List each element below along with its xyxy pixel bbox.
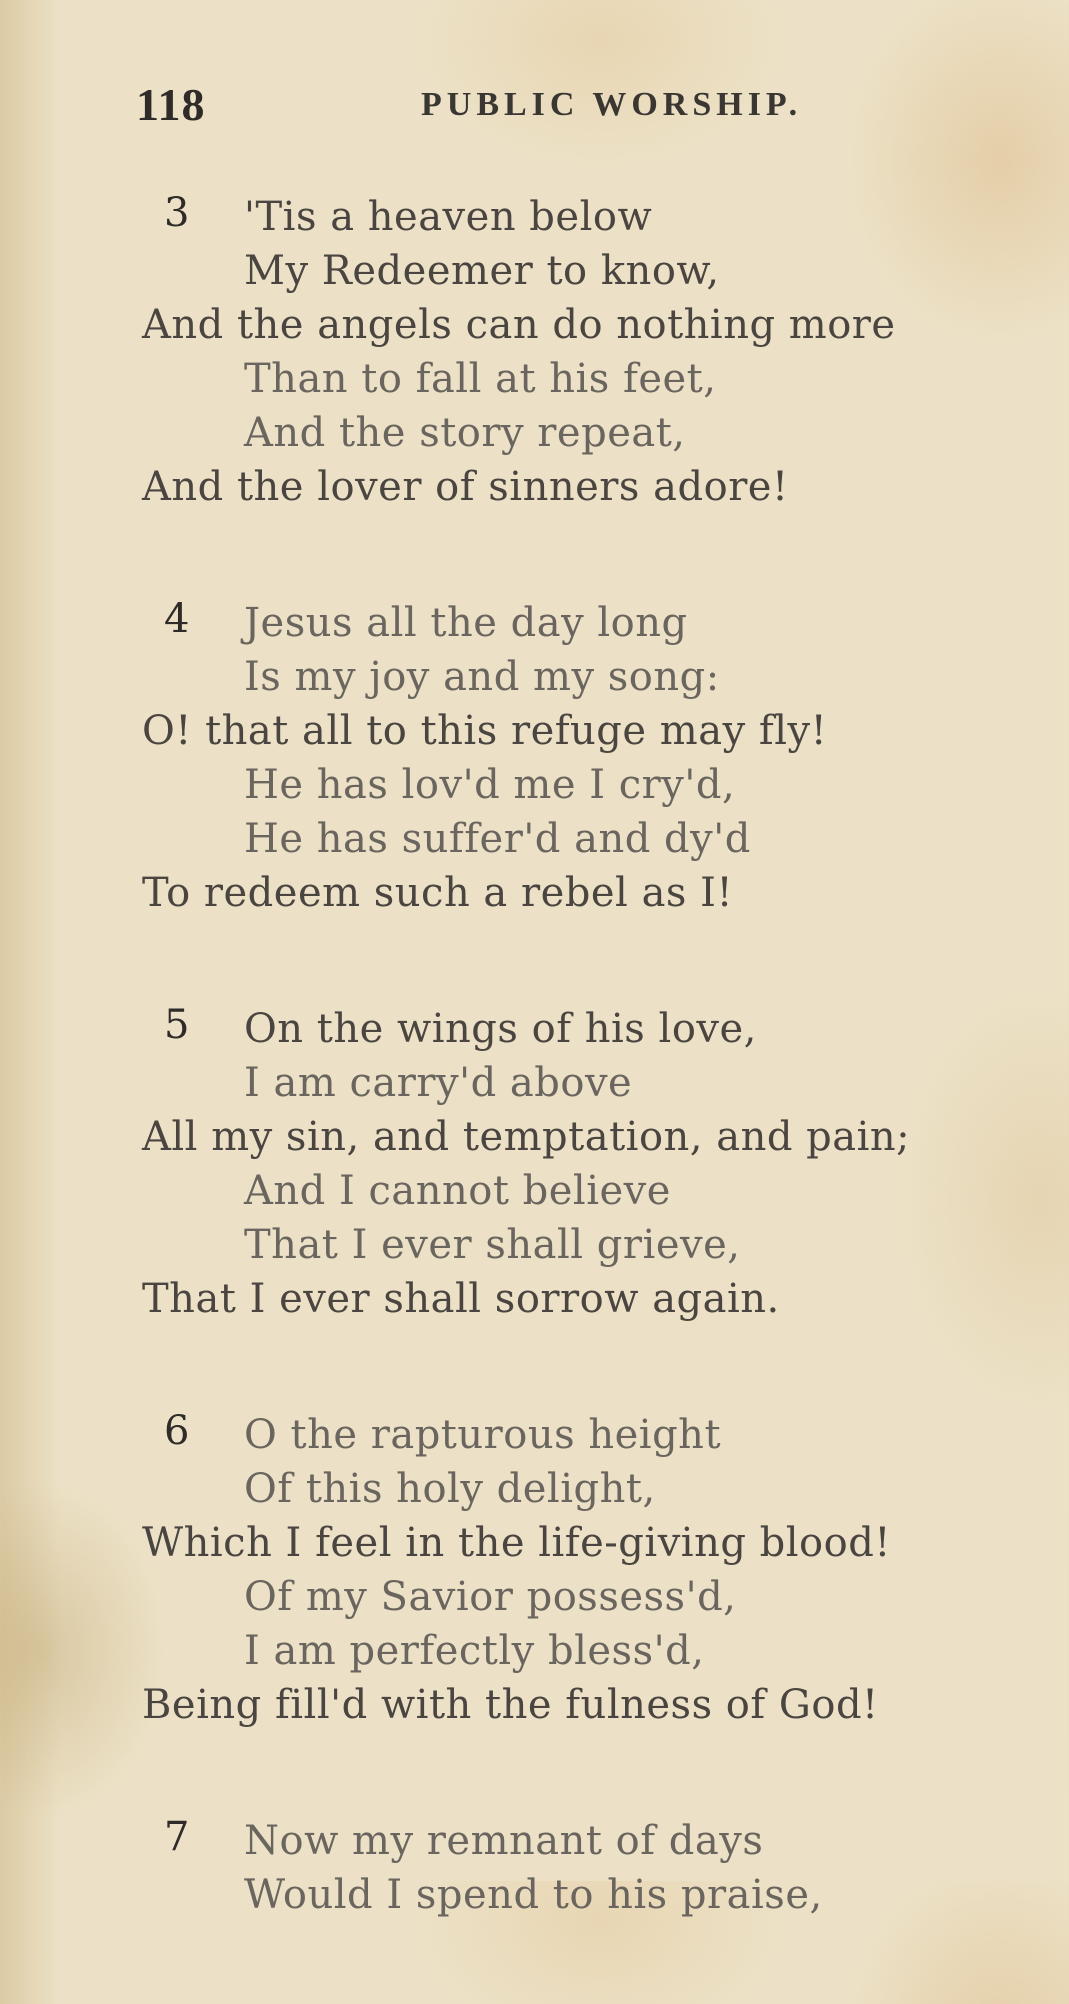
- verse-line: Now my remnant of days: [244, 1818, 764, 1864]
- page-header: [136, 78, 936, 138]
- verse-line: All my sin, and temptation, and pain;: [142, 1114, 911, 1160]
- verse-line: Than to fall at his feet,: [244, 356, 717, 402]
- verse-line: Of this holy delight,: [244, 1466, 656, 1512]
- verse-line: O the rapturous height: [244, 1412, 722, 1458]
- stanza-3: [0, 190, 1069, 514]
- verse-line: That I ever shall grieve,: [244, 1222, 741, 1268]
- verse-line: And the story repeat,: [244, 410, 686, 456]
- verse-line: To redeem such a rebel as I!: [142, 870, 734, 916]
- stanza-5: [0, 1002, 1069, 1326]
- verse-line: He has suffer'd and dy'd: [244, 816, 751, 862]
- verse-line: 'Tis a heaven below: [244, 194, 653, 240]
- stanza-number: 3: [164, 190, 190, 236]
- page-number: 118: [136, 79, 206, 130]
- stanza-number: 7: [164, 1814, 190, 1860]
- verse-line: Is my joy and my song:: [244, 654, 720, 700]
- verse-line: And the lover of sinners adore!: [142, 464, 789, 510]
- stanza-number: 4: [164, 596, 190, 642]
- verse-line: My Redeemer to know,: [244, 248, 720, 294]
- verse-line: On the wings of his love,: [244, 1006, 757, 1052]
- verse-line: Of my Savior possess'd,: [244, 1574, 737, 1620]
- verse-line: And the angels can do nothing more: [142, 302, 896, 348]
- verse-line: Would I spend to his praise,: [244, 1872, 823, 1918]
- stanza-7: [0, 1814, 1069, 1922]
- verse-line: I am carry'd above: [244, 1060, 633, 1106]
- verse-line: I am perfectly bless'd,: [244, 1628, 705, 1674]
- stanza-6: [0, 1408, 1069, 1732]
- verse-line: Which I feel in the life-giving blood!: [142, 1520, 891, 1566]
- verse-line: Being fill'd with the fulness of God!: [142, 1682, 879, 1728]
- verse-line: And I cannot believe: [244, 1168, 671, 1214]
- stanza-4: [0, 596, 1069, 920]
- verse-line: He has lov'd me I cry'd,: [244, 762, 736, 808]
- stanza-number: 5: [164, 1002, 190, 1048]
- verse-line: That I ever shall sorrow again.: [142, 1276, 780, 1322]
- running-head: PUBLIC WORSHIP.: [421, 86, 803, 123]
- stanza-number: 6: [164, 1408, 190, 1454]
- verse-line: O! that all to this refuge may fly!: [142, 708, 828, 754]
- hymn-text: [0, 190, 1069, 2004]
- verse-line: Jesus all the day long: [244, 600, 688, 646]
